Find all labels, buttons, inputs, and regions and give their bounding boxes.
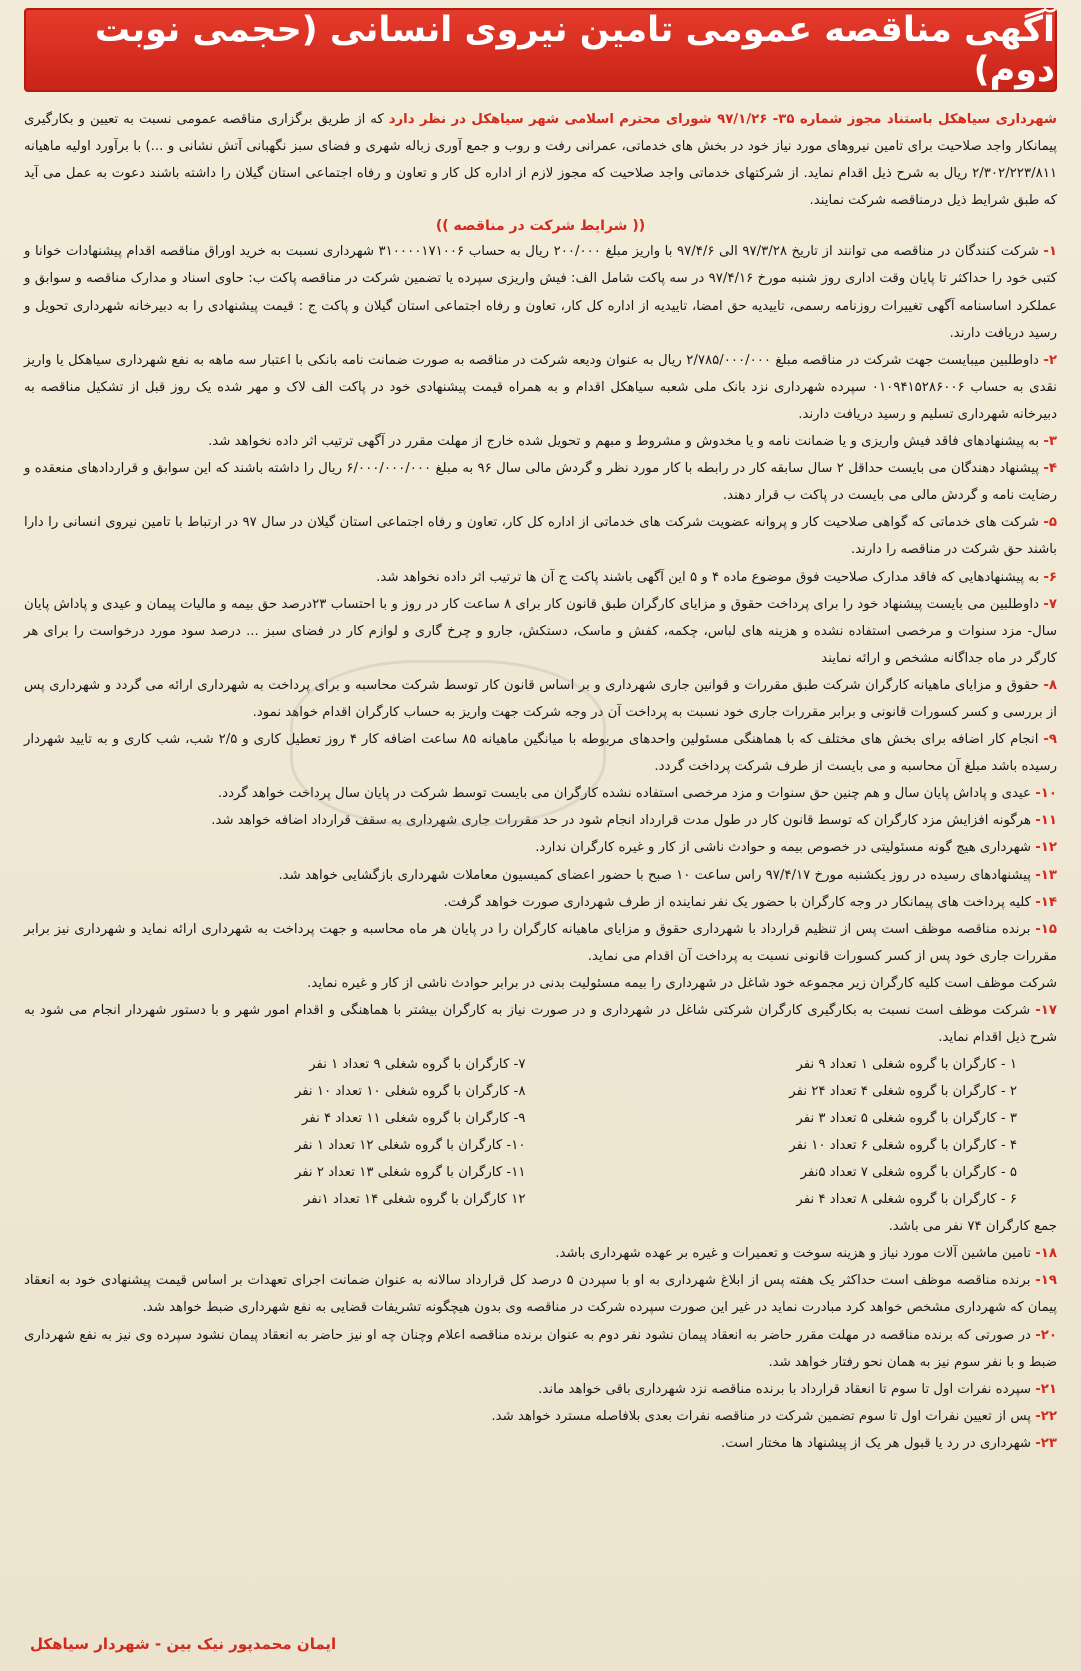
condition-text: هرگونه افزایش مزد کارگران که توسط قانون کار در طول مدت قرارداد انجام شود در حد مقررات جاری شهرداری به سقف قرارداد اضافه خواهد شد. — [211, 813, 1031, 829]
condition-number: ۴- — [1043, 461, 1057, 477]
condition-number: ۱۲- — [1035, 840, 1057, 856]
condition-item — [24, 726, 1057, 780]
worker-group-row: ۴ - کارگران با گروه شغلی ۶ تعداد ۱۰ نفر — [789, 1138, 1017, 1154]
condition-text: برنده مناقصه موظف است حداکثر یک هفته پس از ابلاغ شهرداری به او با سپردن ۵ درصد کل قرارداد سالانه به عنوان ضمانت اجرای تعهدات بر اساس قیمت پیشنهادی خود به انعقاد پیمان که شهرداری مشخص خواهد کرد مبادرت نماید در غیر این صورت سپرده شرکت در مناقصه وی بدون هیچگونه تشریفات قضایی به نفع شهرداری ضبط خواهد شد. — [24, 1273, 1057, 1316]
page-title: آگهی مناقصه عمومی تامین نیروی انسانی (حجمی نوبت دوم) — [24, 8, 1057, 92]
condition-item — [24, 564, 1057, 591]
condition-text: شهرداری در رد یا قبول هر یک از پیشنهاد ها مختار است. — [720, 1435, 1031, 1451]
condition-text: داوطلبین می بایست پیشنهاد خود را برای پرداخت حقوق و مزایای کارگران طبق قانون کار برای ۸ ساعت کار در روز و با احتساب ۲۳درصد حق بیمه و مالیات پیمان و عیدی و پاداش پایان سال- مزد سنوات و مرخصی استفاده نشده و هزینه های لباس، چکمه، کفش و ماسک، دستکش، جارو و چرخ گاری و لوازم کار در فضای سبز ... درصد سود مورد درخواست را برای هر کارگر در ماه جداگانه مشخص و ارائه نمایند — [24, 596, 1057, 666]
intro-paragraph — [24, 106, 1057, 214]
announcement-body — [10, 92, 1071, 1457]
condition-item — [24, 1376, 1057, 1403]
condition-item — [24, 780, 1057, 807]
conditions-list-continued — [24, 1240, 1057, 1457]
conditions-list — [24, 238, 1057, 1051]
condition-text: کلیه پرداخت های پیمانکار در وجه کارگران با حضور یک نفر نماینده از طرف شهرداری صورت خواهد گرفت. — [443, 894, 1031, 910]
condition-text: برنده مناقصه موظف است پس از تنظیم قرارداد با شهرداری حقوق و مزایای ماهیانه کارگران را در پایان هر ماه محاسبه و جهت پرداخت به شهرداری ارائه نماید و شهرداری نیز برابر مقررات جاری خود پس از کسر کسورات قانونی نسبت به پرداخت آن اقدام می نماید. — [24, 921, 1057, 964]
condition-item — [24, 807, 1057, 834]
condition-item — [24, 428, 1057, 455]
condition-item — [24, 1240, 1057, 1267]
condition-item — [24, 834, 1057, 861]
condition-number: ۲۲- — [1035, 1408, 1057, 1424]
condition-number: ۳- — [1043, 434, 1057, 450]
condition-number: ۱۹- — [1035, 1273, 1058, 1289]
worker-group-row: ۵ - کارگران با گروه شغلی ۷ تعداد ۵نفر — [800, 1165, 1017, 1181]
condition-item — [24, 672, 1057, 726]
condition-number: ۶- — [1043, 569, 1057, 585]
conditions-heading: (( شرایط شرکت در مناقصه )) — [435, 218, 646, 235]
workers-table — [64, 1051, 1017, 1213]
condition-item — [24, 1322, 1057, 1376]
worker-group-row: ۱۱- کارگران با گروه شغلی ۱۳ تعداد ۲ نفر — [294, 1165, 526, 1181]
worker-group-row: ۷- کارگران با گروه شغلی ۹ تعداد ۱ نفر — [309, 1057, 526, 1073]
condition-number: ۱۰- — [1035, 786, 1057, 802]
worker-group-row: ۱ - کارگران با گروه شغلی ۱ تعداد ۹ نفر — [796, 1057, 1017, 1073]
signature: ایمان محمدپور نیک بین - شهردار سیاهکل — [30, 1635, 337, 1653]
workers-column-left — [64, 1051, 526, 1213]
condition-text: تامین ماشین آلات مورد نیاز و هزینه سوخت و تعمیرات و غیره بر عهده شهرداری باشد. — [555, 1246, 1031, 1262]
condition-item — [24, 1403, 1057, 1430]
condition-number: ۱۸- — [1035, 1246, 1057, 1262]
condition-text: شرکت موظف است کلیه کارگران زیر مجموعه خود شاغل در شهرداری را بیمه مسئولیت بدنی در برابر حوادث ناشی از کار و غیره نماید. — [307, 975, 1057, 991]
workers-total: جمع کارگران ۷۴ نفر می باشد. — [888, 1219, 1057, 1235]
condition-item — [24, 455, 1057, 509]
condition-item — [24, 238, 1057, 346]
worker-group-row: ۲ - کارگران با گروه شغلی ۴ تعداد ۲۴ نفر — [789, 1084, 1017, 1100]
worker-group-row: ۳ - کارگران با گروه شغلی ۵ تعداد ۳ نفر — [796, 1111, 1017, 1127]
condition-text: پس از تعیین نفرات اول تا سوم تضمین شرکت در مناقصه نفرات بعدی بلافاصله مسترد خواهد شد. — [491, 1408, 1031, 1424]
worker-group-row: ۱۰- کارگران با گروه شغلی ۱۲ تعداد ۱ نفر — [294, 1138, 526, 1154]
condition-number: ۲- — [1043, 352, 1057, 368]
condition-number: ۷- — [1043, 596, 1058, 612]
worker-group-row: ۹- کارگران با گروه شغلی ۱۱ تعداد ۴ نفر — [302, 1111, 526, 1127]
condition-number: ۱۵- — [1035, 921, 1057, 937]
condition-number: ۱۴- — [1035, 894, 1057, 910]
condition-item — [24, 509, 1057, 563]
condition-text: شرکت های خدماتی که گواهی صلاحیت کار و پروانه عضویت شرکت های خدماتی از اداره کل کار، تعاون و رفاه اجتماعی استان گیلان در سال ۹۷ در ارتباط با تامین نیروی انسانی را دارا باشند حق شرکت در مناقصه را دارند. — [24, 515, 1057, 558]
condition-text: پیشنهادهای رسیده در روز یکشنبه مورخ ۹۷/۴/۱۷ راس ساعت ۱۰ صبح با حضور اعضای کمیسیون معاملات شهرداری بازگشایی خواهد شد. — [278, 867, 1031, 883]
condition-number: ۲۳- — [1035, 1435, 1057, 1451]
condition-text: پیشنهاد دهندگان می بایست حداقل ۲ سال سابقه کار در رابطه با کار مورد نظر و گردش مالی سال ۹۶ به مبلغ ۶/۰۰۰/۰۰۰/۰۰۰ ریال را داشته باشند که این سوابق و قراردادهای منعقده و رضایت نامه و گردش مالی می بایست در پاکت ب قرار دهند. — [24, 461, 1057, 504]
condition-item — [24, 1267, 1057, 1321]
condition-number: ۲۰- — [1035, 1327, 1057, 1343]
condition-text: شهرداری هیچ گونه مسئولیتی در خصوص بیمه و حوادث ناشی از کار و غیره کارگران ندارد. — [535, 840, 1031, 856]
condition-number: ۱۳- — [1035, 867, 1057, 883]
condition-item — [24, 997, 1057, 1051]
condition-text: شرکت موظف است نسبت به بکارگیری کارگران شرکتی شاغل در شهرداری و در صورت نیاز به کارگران بیشتر با هماهنگی و اقدام امور شهر و با دستور شهردار انجام می شود به شرح ذیل اقدام نماید. — [24, 1003, 1057, 1046]
condition-text: حقوق و مزایای ماهیانه کارگران شرکت طبق مقررات و قوانین جاری شهرداری و بر اساس قانون کار توسط شرکت محاسبه و برای پرداخت به شهرداری ارائه می گردد و شهرداری پس از بررسی و کسر کسورات قانونی و برابر مقررات جاری خود نسبت به پرداخت آن در وجه شرکت جهت واریز به حساب کارگران اقدام خواهد نمود. — [24, 677, 1057, 720]
condition-text: به پیشنهادهای فاقد فیش واریزی و یا ضمانت نامه و یا مخدوش و مشروط و مبهم و تحویل شده خارج از مهلت مقرر در آگهی ترتیب اثر داده نخواهد شد. — [208, 434, 1040, 450]
worker-group-row: ۸- کارگران با گروه شغلی ۱۰ تعداد ۱۰ نفر — [294, 1084, 526, 1100]
condition-item — [24, 1430, 1057, 1457]
condition-text: انجام کار اضافه برای بخش های مختلف که با هماهنگی مسئولین واحدهای مربوطه با میانگین ماهیانه ۸۵ ساعت اضافه کار ۴ روز تعطیل کاری و ۲/۵ شب، شب کاری و به تایید شهردار رسیده باشد مبلغ آن محاسبه و می بایست از طرف شرکت پرداخت گردد. — [24, 732, 1057, 775]
condition-number: ۲۱- — [1035, 1381, 1057, 1397]
intro-highlight: شهرداری سیاهکل باستناد مجوز شماره ۳۵- ۹۷/۱/۲۶ شورای محترم اسلامی شهر سیاهکل در نظر دارد — [388, 112, 1057, 127]
condition-item — [24, 916, 1057, 970]
condition-item — [24, 347, 1057, 428]
condition-item — [24, 862, 1057, 889]
intro-text: که از طریق برگزاری مناقصه عمومی نسبت به تعیین و بکارگیری پیمانکار واجد صلاحیت برای تامین نیروهای مورد نیاز خود در بخش های خدماتی، عمرانی رفت و روب و جمع آوری زباله شهری و فضای سبز نگهبانی آتش نشانی و ...) با برآورد اولیه ماهیانه ۲/۳۰۲/۲۲۳/۸۱۱ ریال به شرح ذیل اقدام نماید. از شرکتهای خدماتی واجد صلاحیت که مجوز لازم از اداره کل کار و تعاون و رفاه اجتماعی استان گیلان را داشته باشند دعوت به عمل می آید که طبق شرایط ذیل درمناقصه شرکت نمایند. — [24, 112, 1057, 209]
condition-number: ۹- — [1043, 732, 1057, 748]
condition-text: در صورتی که برنده مناقصه در مهلت مقرر حاضر به انعقاد پیمان نشود نفر دوم به عنوان برنده مناقصه اعلام وچنان چه او نیز حاضر به انعقاد پیمان نشود سپرده وی نیز به نفع شهرداری ضبط و با نفر سوم نیز به همان نحو رفتار خواهد شد. — [24, 1327, 1057, 1370]
condition-number: ۱- — [1043, 244, 1057, 260]
condition-number: ۱۷- — [1035, 1003, 1057, 1018]
workers-column-right — [556, 1051, 1018, 1213]
condition-text: عیدی و پاداش پایان سال و هم چنین حق سنوات و مزد مرخصی استفاده نشده کارگران می بایست توسط شرکت در پایان سال پرداخت خواهد گردد. — [217, 786, 1031, 802]
condition-item — [24, 591, 1057, 672]
condition-text: سپرده نفرات اول تا سوم تا انعقاد قرارداد با برنده مناقصه نزد شهرداری باقی خواهد ماند. — [538, 1381, 1031, 1397]
worker-group-row: ۶ - کارگران با گروه شغلی ۸ تعداد ۴ نفر — [796, 1192, 1017, 1208]
condition-text: به پیشنهادهایی که فاقد مدارک صلاحیت فوق موضوع ماده ۴ و ۵ این آگهی باشند پاکت ج آن ها ترتیب اثر داده نخواهد شد. — [376, 569, 1040, 585]
condition-text: داوطلبین میبایست جهت شرکت در مناقصه مبلغ ۲/۷۸۵/۰۰۰/۰۰۰ ریال به عنوان ودیعه شرکت در مناقصه به صورت ضمانت نامه بانکی با اعتبار سه ماهه به نفع شهرداری سیاهکل یا واریز نقدی به حساب ۰۱۰۹۴۱۵۲۸۶۰۰۶ سپرده شهرداری نزد بانک ملی شعبه سیاهکل اقدام و به همراه قیمت پیشنهادی خود در پاکت الف لاک و مهر شده یک روز قبل از تشکیل مناقصه به دبیرخانه شهرداری تسلیم و رسید دریافت دارند. — [24, 352, 1057, 422]
condition-item — [24, 889, 1057, 916]
condition-text: شرکت کنندگان در مناقصه می توانند از تاریخ ۹۷/۳/۲۸ الی ۹۷/۴/۶ با واریز مبلغ ۲۰۰/۰۰۰ ریال به حساب ۳۱۰۰۰۰۱۷۱۰۰۶ شهرداری نسبت به خرید اوراق مناقصه اقدام پیشنهادات خوانا و کتبی خود را حداکثر تا پایان وقت اداری روز شنبه مورخ ۹۷/۴/۱۶ در سه پاکت شامل الف: فیش واریزی سپرده یا تضمین شرکت در مناقصه پاکت ب: حاوی اسناد و مدارک مناقصه و سوابق و عملکرد اساسنامه آگهی تغییرات روزنامه رسمی، تاییدیه حق امضا، تاییدیه از اداره کل کار، تعاون و رفاه اجتماعی استان گیلان و پاکت ج : قیمت پیشنهادی را به دبیرخانه شهرداری تحویل و رسید دریافت دارند. — [24, 244, 1058, 341]
worker-group-row: ۱۲ کارگران با گروه شغلی ۱۴ تعداد ۱نفر — [303, 1192, 526, 1208]
condition-number: ۸- — [1043, 677, 1057, 693]
condition-number: ۵- — [1043, 515, 1057, 531]
condition-number: ۱۱- — [1035, 813, 1057, 829]
condition-item — [24, 970, 1057, 997]
